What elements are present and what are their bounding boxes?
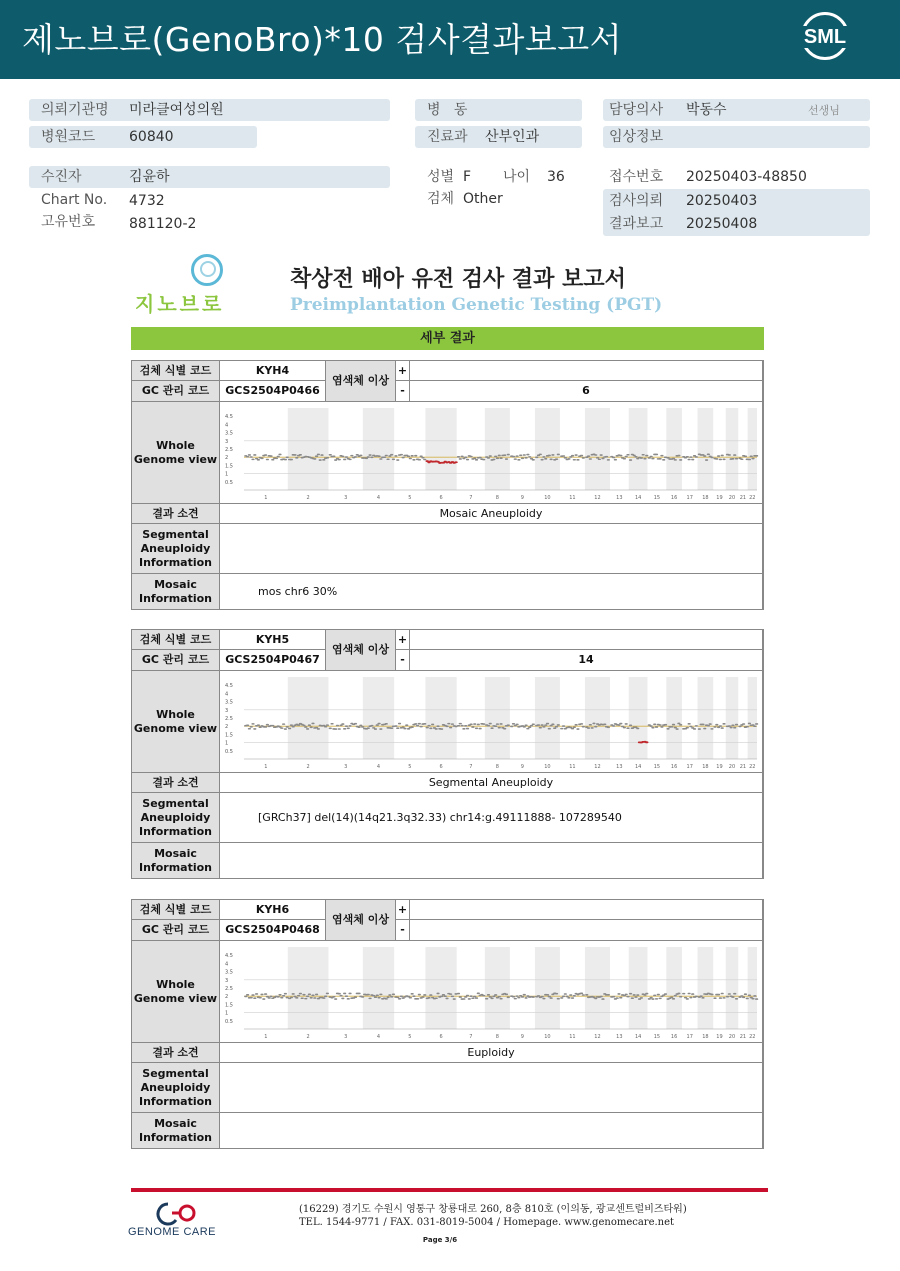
y-tick-label: 1 bbox=[225, 1010, 229, 1017]
sml-logo bbox=[795, 12, 855, 68]
chromosome-band bbox=[288, 408, 329, 490]
y-tick-label: 3 bbox=[225, 438, 229, 445]
y-tick-label: 1 bbox=[225, 740, 229, 747]
x-tick-label: 17 bbox=[686, 495, 693, 501]
segmental-label: Segmental Aneuploidy Information bbox=[132, 524, 220, 574]
report-date-value: 20250408 bbox=[686, 216, 758, 232]
chromosome-band bbox=[585, 947, 610, 1029]
wgv-label: Whole Genome view bbox=[132, 671, 220, 773]
x-tick-label: 8 bbox=[495, 764, 499, 770]
minus-label: - bbox=[396, 381, 410, 402]
x-tick-label: 14 bbox=[634, 495, 642, 501]
wgv-label: Whole Genome view bbox=[132, 941, 220, 1043]
sample-block bbox=[131, 360, 764, 610]
sample-code-label: 검체 식별 코드 bbox=[132, 361, 220, 381]
x-tick-label: 22 bbox=[749, 764, 756, 770]
x-tick-label: 3 bbox=[344, 764, 348, 770]
x-tick-label: 22 bbox=[749, 495, 756, 501]
chromosome-band bbox=[629, 408, 648, 490]
x-tick-label: 18 bbox=[702, 764, 709, 770]
patient-name: 김윤하 bbox=[129, 169, 170, 185]
chromosome-band bbox=[698, 408, 714, 490]
x-tick-label: 12 bbox=[594, 495, 601, 501]
chrom-abn-label: 염색체 이상 bbox=[326, 630, 396, 671]
y-tick-label: 3.5 bbox=[225, 969, 233, 976]
chromosome-band bbox=[425, 408, 456, 490]
y-tick-label: 4 bbox=[225, 691, 229, 698]
x-tick-label: 10 bbox=[544, 495, 551, 501]
x-tick-label: 11 bbox=[569, 1034, 576, 1040]
doctor-label: 담당의사 bbox=[609, 102, 664, 118]
gc-code-label: GC 관리 코드 bbox=[132, 920, 220, 941]
footer-address bbox=[299, 1203, 687, 1229]
x-tick-label: 17 bbox=[686, 1034, 693, 1040]
y-tick-label: 1 bbox=[225, 471, 229, 478]
y-tick-label: 4.5 bbox=[225, 414, 233, 421]
x-tick-label: 13 bbox=[616, 495, 623, 501]
chromosome-band bbox=[698, 947, 714, 1029]
x-tick-label: 15 bbox=[653, 1034, 661, 1040]
x-tick-label: 4 bbox=[376, 764, 381, 770]
request-label: 검사의뢰 bbox=[609, 193, 664, 209]
y-tick-label: 1.5 bbox=[225, 1002, 233, 1009]
x-tick-label: 14 bbox=[634, 1034, 642, 1040]
gc-code-value: GCS2504P0467 bbox=[220, 650, 326, 671]
chromosome-band bbox=[629, 677, 648, 759]
loss-value: 6 bbox=[410, 381, 763, 402]
y-tick-label: 0.5 bbox=[225, 748, 233, 755]
x-tick-label: 3 bbox=[344, 495, 348, 501]
chromosome-band bbox=[535, 947, 560, 1029]
chromosome-band bbox=[698, 677, 714, 759]
sample-block bbox=[131, 629, 764, 879]
address-line: (16229) 경기도 수원시 영통구 창룡대로 260, 8층 810호 (이의동, 광교센트럴비즈타워) bbox=[299, 1204, 687, 1215]
contact-line: TEL. 1544-9771 / FAX. 031-8019-5004 / Homepage. www.genomecare.net bbox=[299, 1217, 675, 1228]
x-tick-label: 4 bbox=[376, 1034, 381, 1040]
gain-value bbox=[410, 900, 763, 920]
x-tick-label: 7 bbox=[469, 1034, 473, 1040]
chromosome-band bbox=[748, 408, 757, 490]
x-tick-label: 12 bbox=[594, 764, 601, 770]
x-tick-label: 6 bbox=[439, 1034, 443, 1040]
x-tick-label: 7 bbox=[469, 495, 473, 501]
sml-logo-text: SML bbox=[795, 26, 855, 48]
x-tick-label: 14 bbox=[634, 764, 642, 770]
minus-label: - bbox=[396, 650, 410, 671]
chart-no-value: 4732 bbox=[129, 193, 165, 209]
result-label: 결과 소견 bbox=[132, 504, 220, 524]
sample-block bbox=[131, 899, 764, 1149]
age-value: 36 bbox=[547, 169, 565, 185]
chromosome-band bbox=[748, 677, 757, 759]
chromosome-band bbox=[363, 947, 394, 1029]
x-tick-label: 10 bbox=[544, 764, 551, 770]
request-value: 20250403 bbox=[686, 193, 758, 209]
y-tick-label: 0.5 bbox=[225, 1018, 233, 1025]
x-tick-label: 8 bbox=[495, 495, 499, 501]
x-tick-label: 3 bbox=[344, 1034, 348, 1040]
institution-value: 미라클여성의원 bbox=[129, 102, 224, 118]
hospital-code-label: 병원코드 bbox=[41, 129, 96, 145]
x-tick-label: 18 bbox=[702, 495, 709, 501]
x-tick-label: 5 bbox=[408, 495, 412, 501]
result-value: Segmental Aneuploidy bbox=[220, 773, 763, 793]
x-tick-label: 5 bbox=[408, 764, 412, 770]
hospital-code-value: 60840 bbox=[129, 129, 174, 145]
segmental-value bbox=[220, 524, 763, 574]
x-tick-label: 12 bbox=[594, 1034, 601, 1040]
unique-no-value: 881120-2 bbox=[129, 216, 197, 232]
gain-value bbox=[410, 630, 763, 650]
receipt-value: 20250403-48850 bbox=[686, 169, 807, 185]
chromosome-band bbox=[288, 947, 329, 1029]
clinical-label: 임상정보 bbox=[609, 129, 664, 145]
genobro-logo-text: 지노브로 bbox=[135, 292, 225, 316]
sample-code-value: KYH4 bbox=[220, 361, 326, 381]
y-tick-label: 3.5 bbox=[225, 430, 233, 437]
report-title: 제노브로(GenoBro)*10 검사결과보고서 bbox=[22, 20, 623, 59]
whole-genome-plot bbox=[222, 673, 761, 771]
gc-code-value: GCS2504P0466 bbox=[220, 381, 326, 402]
y-tick-label: 4 bbox=[225, 422, 229, 429]
x-tick-label: 11 bbox=[569, 764, 576, 770]
y-tick-label: 2 bbox=[225, 724, 229, 731]
y-tick-label: 2.5 bbox=[225, 986, 233, 992]
x-tick-label: 5 bbox=[408, 1034, 412, 1040]
x-tick-label: 20 bbox=[728, 1034, 736, 1040]
chromosome-band bbox=[666, 947, 682, 1029]
genobro-logo bbox=[133, 254, 245, 314]
x-tick-label: 15 bbox=[653, 495, 661, 501]
x-tick-label: 19 bbox=[716, 495, 723, 501]
result-value: Mosaic Aneuploidy bbox=[220, 504, 763, 524]
chromosome-band bbox=[485, 408, 510, 490]
y-tick-label: 2.5 bbox=[225, 447, 233, 453]
institution-label: 의뢰기관명 bbox=[41, 102, 109, 118]
chromosome-band bbox=[585, 677, 610, 759]
sample-code-value: KYH5 bbox=[220, 630, 326, 650]
pgt-title: 착상전 배아 유전 검사 결과 보고서 bbox=[290, 267, 626, 292]
x-tick-label: 2 bbox=[306, 764, 310, 770]
x-tick-label: 6 bbox=[439, 495, 443, 501]
mosaic-label: Mosaic Information bbox=[132, 1113, 220, 1148]
whole-genome-plot bbox=[222, 404, 761, 502]
x-tick-label: 15 bbox=[653, 764, 661, 770]
y-tick-label: 1.5 bbox=[225, 732, 233, 739]
x-tick-label: 21 bbox=[739, 764, 747, 770]
sample-code-value: KYH6 bbox=[220, 900, 326, 920]
segmental-label: Segmental Aneuploidy Information bbox=[132, 793, 220, 843]
x-tick-label: 13 bbox=[616, 764, 623, 770]
doctor-value: 박동수 bbox=[686, 102, 727, 118]
x-tick-label: 20 bbox=[728, 495, 736, 501]
x-tick-label: 13 bbox=[616, 1034, 623, 1040]
chrom-abn-label: 염색체 이상 bbox=[326, 361, 396, 402]
x-tick-label: 17 bbox=[686, 764, 693, 770]
page-number: Page 3/6 bbox=[422, 1236, 458, 1244]
y-tick-label: 0.5 bbox=[225, 479, 233, 486]
report-date-label: 결과보고 bbox=[609, 216, 664, 232]
x-tick-label: 2 bbox=[306, 1034, 310, 1040]
sample-code-label: 검체 식별 코드 bbox=[132, 630, 220, 650]
chromosome-band bbox=[585, 408, 610, 490]
plus-label: + bbox=[396, 361, 410, 381]
result-label: 결과 소견 bbox=[132, 1043, 220, 1063]
x-tick-label: 1 bbox=[264, 764, 268, 770]
x-tick-label: 4 bbox=[376, 495, 381, 501]
mosaic-value bbox=[220, 1113, 763, 1148]
x-tick-label: 18 bbox=[702, 1034, 709, 1040]
mosaic-value bbox=[220, 843, 763, 878]
x-tick-label: 6 bbox=[439, 764, 443, 770]
chromosome-band bbox=[748, 947, 757, 1029]
y-tick-label: 3.5 bbox=[225, 699, 233, 706]
segmental-value bbox=[220, 1063, 763, 1113]
segmental-value: [GRCh37] del(14)(14q21.3q32.33) chr14:g.49111888- 107289540 bbox=[220, 793, 763, 843]
x-tick-label: 8 bbox=[495, 1034, 499, 1040]
plus-label: + bbox=[396, 900, 410, 920]
x-tick-label: 1 bbox=[264, 1034, 268, 1040]
minus-label: - bbox=[396, 920, 410, 941]
y-tick-label: 2 bbox=[225, 994, 229, 1001]
chromosome-band bbox=[666, 408, 682, 490]
x-tick-label: 7 bbox=[469, 764, 473, 770]
y-tick-label: 4 bbox=[225, 961, 229, 968]
segmental-label: Segmental Aneuploidy Information bbox=[132, 1063, 220, 1113]
x-tick-label: 9 bbox=[520, 495, 524, 501]
chromosome-band bbox=[726, 947, 739, 1029]
department-label: 진료과 bbox=[427, 129, 468, 145]
unique-no-label: 고유번호 bbox=[41, 214, 96, 230]
chromosome-band bbox=[425, 947, 456, 1029]
y-tick-label: 3 bbox=[225, 977, 229, 984]
ward-label: 병 동 bbox=[427, 102, 468, 118]
sex-label: 성별 bbox=[427, 169, 455, 185]
result-value: Euploidy bbox=[220, 1043, 763, 1063]
report-header bbox=[0, 0, 900, 79]
sample-code-label: 검체 식별 코드 bbox=[132, 900, 220, 920]
doctor-suffix: 선생님 bbox=[808, 104, 840, 117]
loss-value: 14 bbox=[410, 650, 763, 671]
y-tick-label: 3 bbox=[225, 707, 229, 714]
specimen-value: Other bbox=[463, 191, 503, 207]
x-tick-label: 9 bbox=[520, 764, 524, 770]
y-tick-label: 4.5 bbox=[225, 683, 233, 690]
pill-patient bbox=[29, 166, 390, 188]
x-tick-label: 21 bbox=[739, 1034, 747, 1040]
x-tick-label: 10 bbox=[544, 1034, 551, 1040]
genome-care-logo-text: GENOME CARE bbox=[128, 1226, 217, 1238]
x-tick-label: 16 bbox=[670, 764, 678, 770]
pgt-subtitle: Preimplantation Genetic Testing (PGT) bbox=[290, 295, 663, 315]
sex-value: F bbox=[463, 169, 472, 185]
plus-label: + bbox=[396, 630, 410, 650]
chart-no-label: Chart No. bbox=[41, 192, 108, 208]
chromosome-band bbox=[666, 677, 682, 759]
wgv-label: Whole Genome view bbox=[132, 402, 220, 504]
chromosome-band bbox=[363, 408, 394, 490]
genobro-logo-inner-icon bbox=[200, 261, 216, 277]
x-tick-label: 20 bbox=[728, 764, 736, 770]
age-label: 나이 bbox=[503, 169, 531, 185]
gain-value bbox=[410, 361, 763, 381]
y-tick-label: 4.5 bbox=[225, 953, 233, 960]
x-tick-label: 11 bbox=[569, 495, 576, 501]
mosaic-label: Mosaic Information bbox=[132, 574, 220, 609]
x-tick-label: 16 bbox=[670, 495, 678, 501]
chrom-abn-label: 염색체 이상 bbox=[326, 900, 396, 941]
chromosome-band bbox=[535, 677, 560, 759]
x-tick-label: 16 bbox=[670, 1034, 678, 1040]
x-tick-label: 1 bbox=[264, 495, 268, 501]
specimen-label: 검체 bbox=[427, 191, 455, 207]
chromosome-band bbox=[726, 408, 739, 490]
x-tick-label: 19 bbox=[716, 1034, 723, 1040]
x-tick-label: 9 bbox=[520, 1034, 524, 1040]
whole-genome-plot bbox=[222, 943, 761, 1041]
chromosome-band bbox=[288, 677, 329, 759]
chromosome-band bbox=[363, 677, 394, 759]
gc-code-label: GC 관리 코드 bbox=[132, 381, 220, 402]
receipt-label: 접수번호 bbox=[609, 169, 664, 185]
x-tick-label: 21 bbox=[739, 495, 747, 501]
x-tick-label: 19 bbox=[716, 764, 723, 770]
chromosome-band bbox=[485, 947, 510, 1029]
chromosome-band bbox=[629, 947, 648, 1029]
footer-divider bbox=[131, 1188, 768, 1192]
chromosome-band bbox=[726, 677, 739, 759]
y-tick-label: 2 bbox=[225, 455, 229, 462]
department-value: 산부인과 bbox=[485, 129, 540, 145]
mosaic-value: mos chr6 30% bbox=[220, 574, 763, 609]
mosaic-label: Mosaic Information bbox=[132, 843, 220, 878]
chromosome-band bbox=[485, 677, 510, 759]
y-tick-label: 1.5 bbox=[225, 463, 233, 470]
chromosome-band bbox=[535, 408, 560, 490]
chromosome-band bbox=[425, 677, 456, 759]
x-tick-label: 22 bbox=[749, 1034, 756, 1040]
result-label: 결과 소견 bbox=[132, 773, 220, 793]
patient-label: 수진자 bbox=[41, 169, 82, 185]
genome-care-logo-icon bbox=[146, 1200, 206, 1226]
gc-code-label: GC 관리 코드 bbox=[132, 650, 220, 671]
y-tick-label: 2.5 bbox=[225, 716, 233, 722]
section-title: 세부 결과 bbox=[131, 327, 764, 350]
gc-code-value: GCS2504P0468 bbox=[220, 920, 326, 941]
loss-value bbox=[410, 920, 763, 941]
x-tick-label: 2 bbox=[306, 495, 310, 501]
